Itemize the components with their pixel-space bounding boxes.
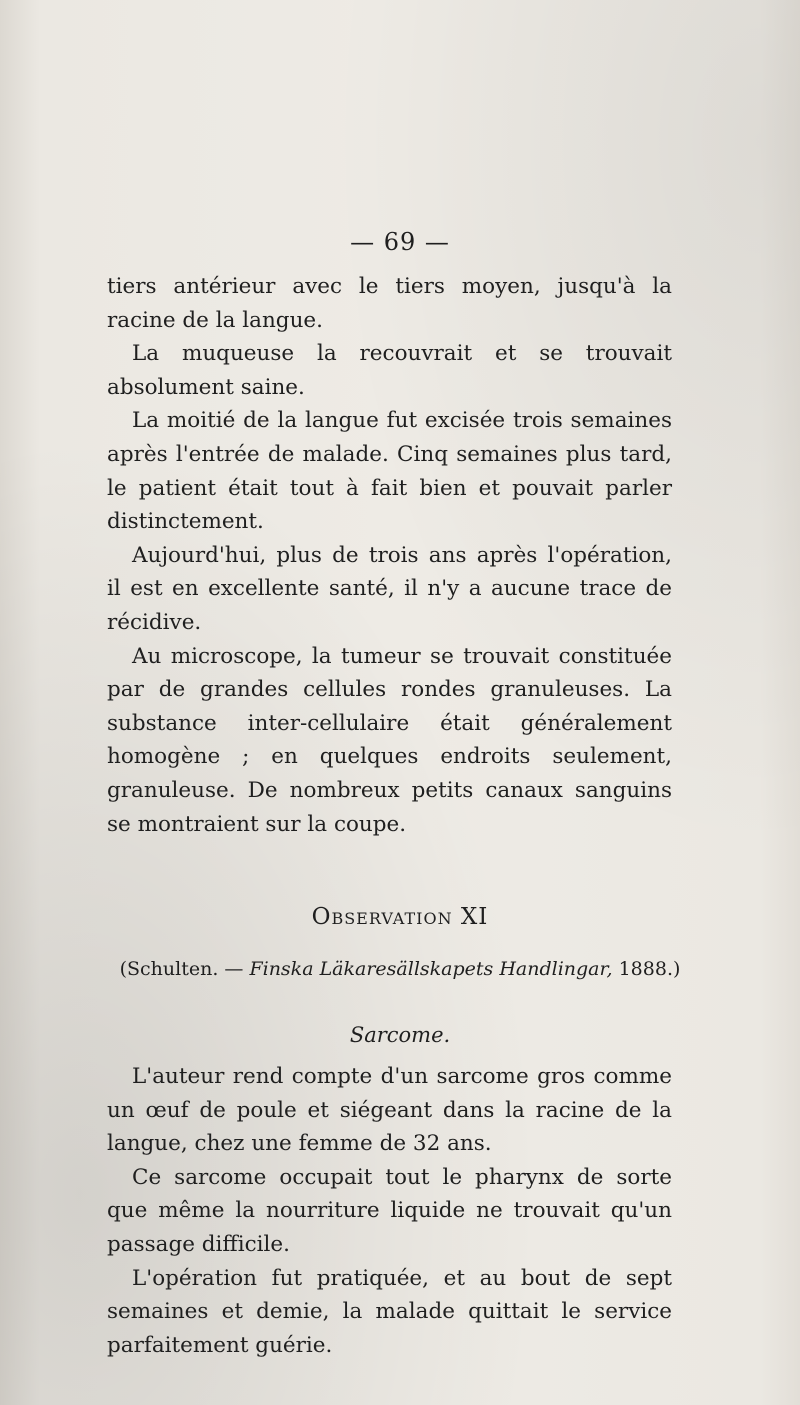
observation-subtitle: Sarcome.	[349, 1023, 451, 1047]
paragraph: La muqueuse la recouvrait et se trouvait absolument saine.	[107, 341, 672, 400]
text-block-bottom	[107, 1060, 672, 1362]
paragraph: Ce sarcome occupait tout le pharynx de sorte que même la nourriture liquide ne trouvait qu'un passage difficile.	[107, 1164, 672, 1257]
citation-year: 1888.)	[612, 958, 681, 980]
paragraph: Au microscope, la tumeur se trouvait constituée par de grandes cellules rondes granuleuses. La substance inter-cellulaire était généralement homogène ; en quelques endroits seulement, granuleuse. De nombreux petits canaux sanguins se montraient sur la coupe.	[107, 643, 672, 837]
citation-author: (Schulten. —	[119, 958, 250, 980]
paragraph: Aujourd'hui, plus de trois ans après l'opération, il est en excellente santé, il n'y a aucune trace de récidive.	[107, 542, 672, 635]
paragraph: tiers antérieur avec le tiers moyen, jusqu'à la racine de la langue.	[107, 274, 672, 333]
citation-work: Finska Läkaresällskapets Handlingar,	[249, 958, 613, 980]
source-citation	[0, 958, 800, 980]
text-block-top	[107, 270, 672, 841]
page-number: — 69 —	[350, 228, 450, 256]
paragraph: L'auteur rend compte d'un sarcome gros comme un œuf de poule et siégeant dans la racine de la langue, chez une femme de 32 ans.	[107, 1064, 672, 1157]
observation-title: Observation XI	[311, 904, 489, 930]
paragraph: La moitié de la langue fut excisée trois semaines après l'entrée de malade. Cinq semaines plus tard, le patient était tout à fait bien et pouvait parler distinctement.	[107, 408, 672, 535]
paragraph: L'opération fut pratiquée, et au bout de sept semaines et demie, la malade quittait le service parfaitement guérie.	[107, 1265, 672, 1358]
